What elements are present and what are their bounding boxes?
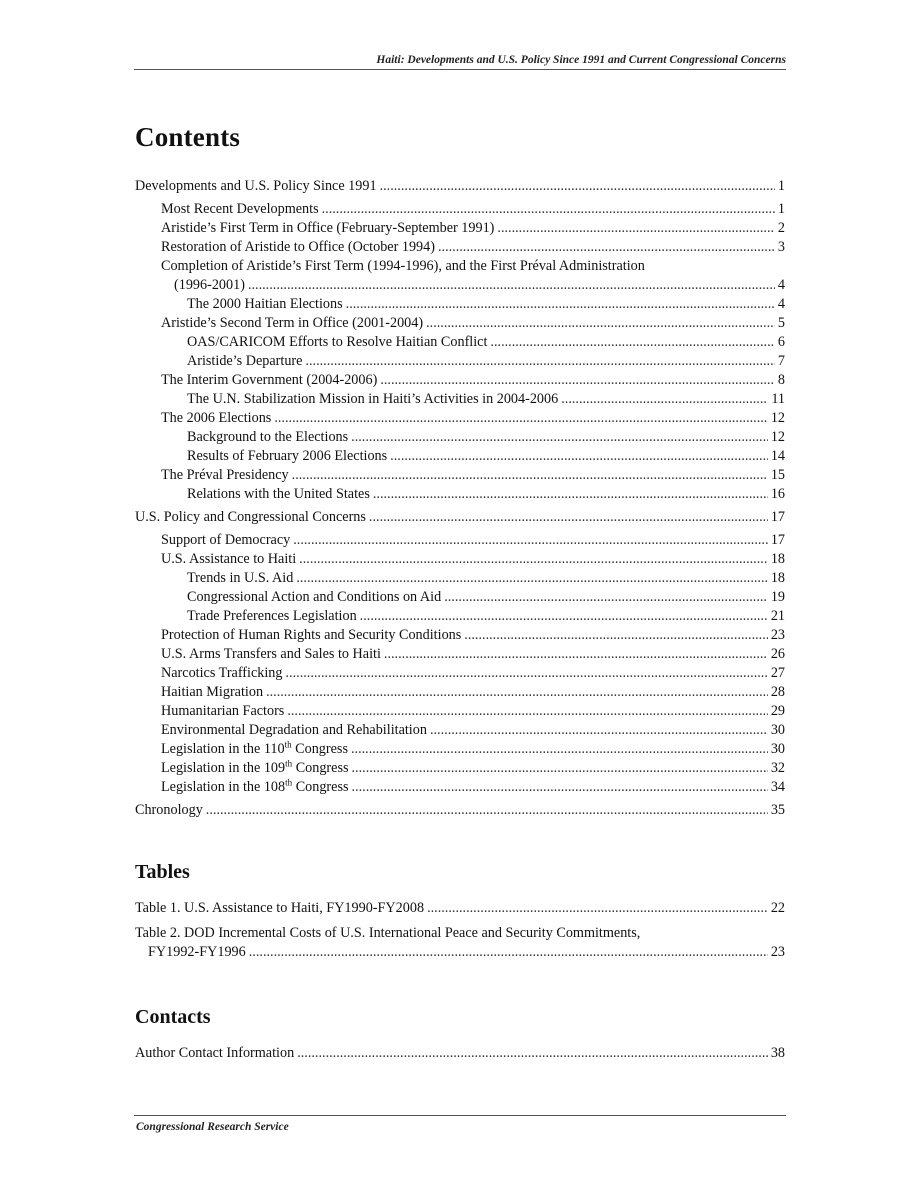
contact-entry[interactable]: Author Contact Information ..... 38 — [135, 1044, 785, 1063]
toc-entry[interactable]: Haitian Migration ..... 28 — [135, 683, 785, 702]
contacts-list — [135, 1044, 785, 1063]
footer-rule — [134, 1115, 786, 1116]
toc-entry[interactable]: U.S. Policy and Congressional Concerns ..... 17 — [135, 508, 785, 527]
toc-entry[interactable]: OAS/CARICOM Efforts to Resolve Haitian Conflict ..... 6 — [135, 333, 785, 352]
table-entry[interactable]: Table 2. DOD Incremental Costs of U.S. International Peace and Security Commitments, FY1992-FY1996 ..... 23 — [135, 924, 785, 962]
toc-entry[interactable]: Support of Democracy ..... 17 — [135, 531, 785, 550]
toc-entry[interactable]: Humanitarian Factors ..... 29 — [135, 702, 785, 721]
toc-entry[interactable]: Completion of Aristide’s First Term (1994-1996), and the First Préval Administration (1996-2001) ..... 4 — [135, 257, 785, 295]
toc-entry[interactable]: Legislation in the 109th Congress ..... 32 — [135, 759, 785, 778]
toc-entry[interactable]: Narcotics Trafficking ..... 27 — [135, 664, 785, 683]
toc-entry[interactable]: The Interim Government (2004-2006) ..... 8 — [135, 371, 785, 390]
toc-entry[interactable]: Protection of Human Rights and Security Conditions ..... 23 — [135, 626, 785, 645]
tables-heading: Tables — [135, 861, 190, 883]
toc-entry[interactable]: Aristide’s First Term in Office (February-September 1991) ..... 2 — [135, 219, 785, 238]
tables-list — [135, 899, 785, 962]
toc-entry[interactable]: Aristide’s Departure ..... 7 — [135, 352, 785, 371]
toc-entry[interactable]: Relations with the United States ..... 16 — [135, 485, 785, 504]
toc-entry[interactable]: The 2006 Elections ..... 12 — [135, 409, 785, 428]
toc-entry[interactable]: The U.N. Stabilization Mission in Haiti’s Activities in 2004-2006 ..... 11 — [135, 390, 785, 409]
toc-entry[interactable]: U.S. Assistance to Haiti ..... 18 — [135, 550, 785, 569]
toc-entry[interactable]: Most Recent Developments ..... 1 — [135, 200, 785, 219]
toc-entry[interactable]: Legislation in the 110th Congress ..... 30 — [135, 740, 785, 759]
toc-entry[interactable]: The Préval Presidency ..... 15 — [135, 466, 785, 485]
running-header: Haiti: Developments and U.S. Policy Since 1991 and Current Congressional Concerns — [134, 54, 786, 70]
toc-entry[interactable]: Trends in U.S. Aid ..... 18 — [135, 569, 785, 588]
contents-list — [135, 177, 785, 820]
table-entry[interactable]: Table 1. U.S. Assistance to Haiti, FY1990-FY2008 ..... 22 — [135, 899, 785, 918]
toc-entry[interactable]: Background to the Elections ..... 12 — [135, 428, 785, 447]
toc-entry[interactable]: Aristide’s Second Term in Office (2001-2004) ..... 5 — [135, 314, 785, 333]
toc-entry[interactable]: Results of February 2006 Elections ..... 14 — [135, 447, 785, 466]
toc-entry[interactable]: Environmental Degradation and Rehabilitation ..... 30 — [135, 721, 785, 740]
contents-heading: Contents — [135, 122, 241, 152]
running-footer: Congressional Research Service — [136, 1121, 289, 1133]
toc-entry[interactable]: Chronology ..... 35 — [135, 801, 785, 820]
toc-entry[interactable]: Legislation in the 108th Congress ..... 34 — [135, 778, 785, 797]
toc-entry[interactable]: Developments and U.S. Policy Since 1991 ..... 1 — [135, 177, 785, 196]
contacts-heading: Contacts — [135, 1006, 211, 1028]
toc-entry[interactable]: U.S. Arms Transfers and Sales to Haiti ..... 26 — [135, 645, 785, 664]
toc-entry[interactable]: The 2000 Haitian Elections ..... 4 — [135, 295, 785, 314]
toc-entry[interactable]: Congressional Action and Conditions on Aid ..... 19 — [135, 588, 785, 607]
toc-entry[interactable]: Trade Preferences Legislation ..... 21 — [135, 607, 785, 626]
toc-entry[interactable]: Restoration of Aristide to Office (October 1994) ..... 3 — [135, 238, 785, 257]
